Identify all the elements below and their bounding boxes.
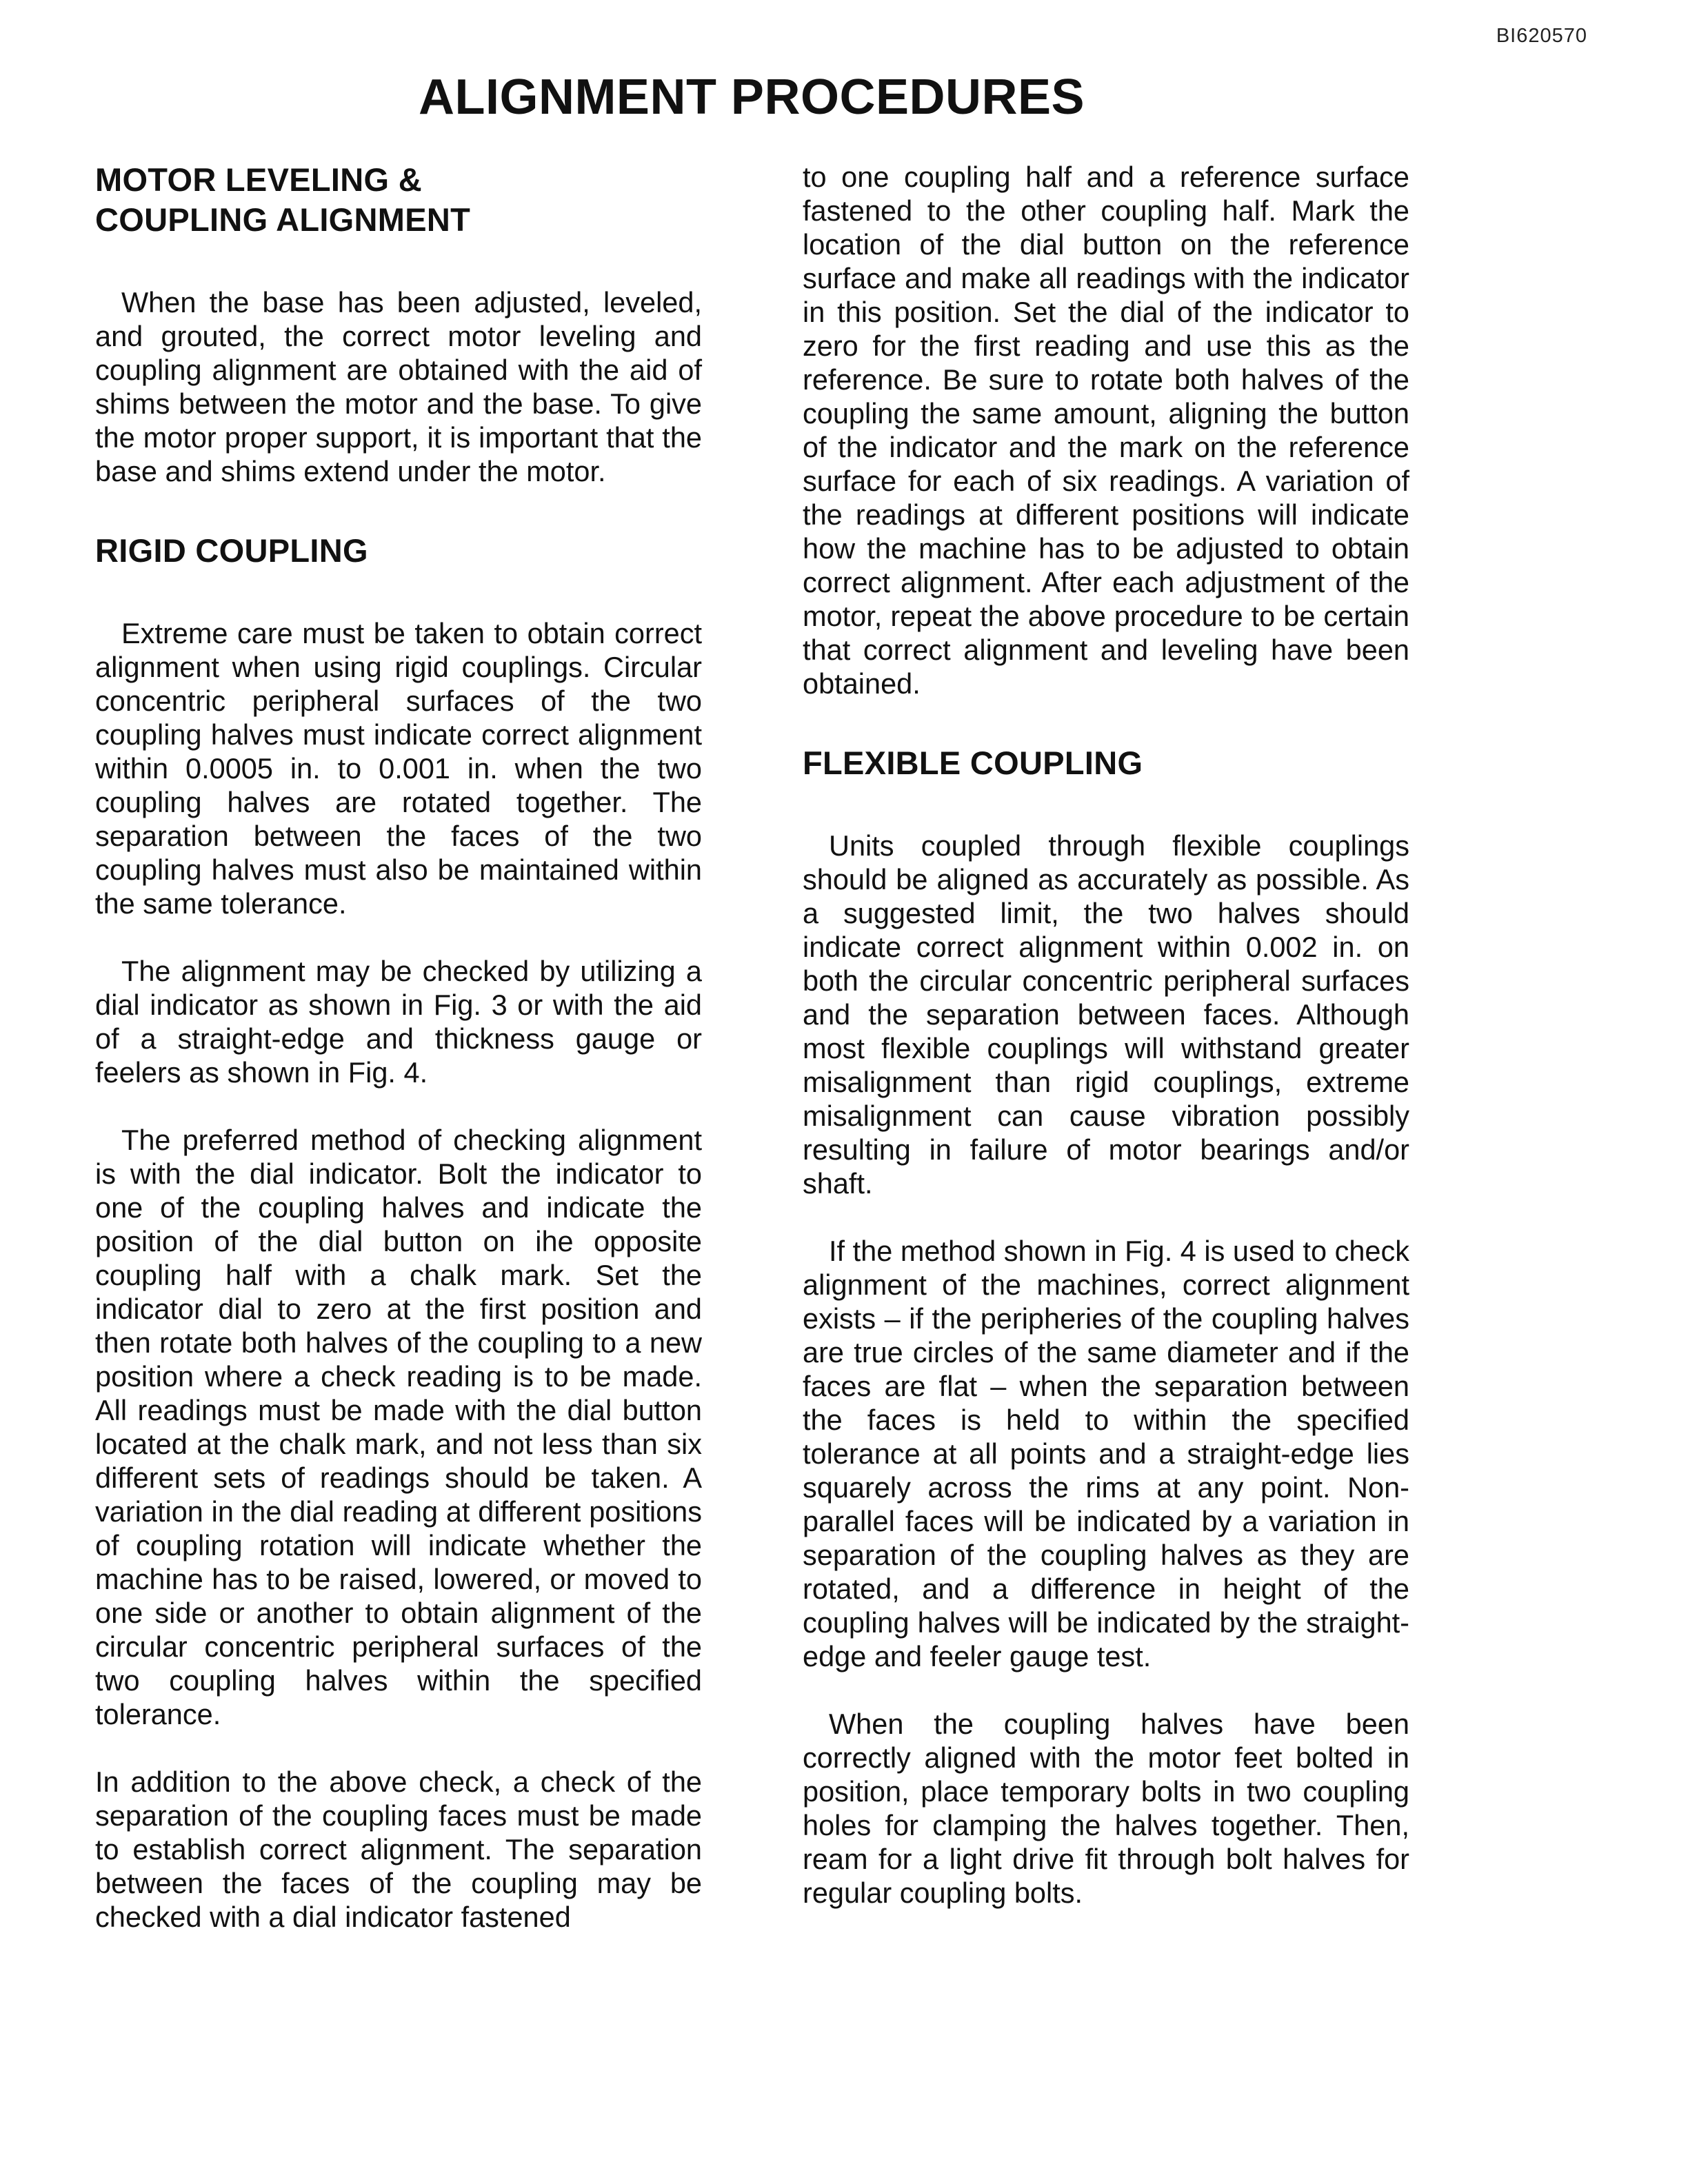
rigid-coupling-paragraph-3: The preferred method of checking alignment is with the dial indicator. Bolt the indicator to one of the coupling halves and indicate the position of the dial button on ihe opposite coupling half with a chalk mark. Set the indicator dial to zero at the first position and then rotate both halves of the coupling to a new position where a check reading is to be made. All readings must be made with the dial button located at the chalk mark, and not less than six different sets of readings should be taken. A variation in the dial reading at different positions of coupling rotation will indicate whether the machine has to be raised, lowered, or moved to one side or another to obtain alignment of the circular concentric peripheral surfaces of the two coupling halves within the specified tolerance. [95, 1124, 702, 1730]
flexible-coupling-heading: FLEXIBLE COUPLING [803, 745, 1143, 781]
flexible-coupling-paragraph-3: When the coupling halves have been correctly aligned with the motor feet bolted in position, place temporary bolts in two coupling holes for clamping the halves together. Then, ream for a light drive fit through bolt halves for regular coupling bolts. [803, 1708, 1409, 1909]
motor-leveling-paragraph: When the base has been adjusted, leveled, and grouted, the correct motor leveling and coupling alignment are obtained with the aid of shims between the motor and the base. To give the motor proper support, it is important that the base and shims extend under the motor. [95, 286, 702, 487]
motor-leveling-heading [95, 160, 702, 240]
flexible-coupling-paragraph-2: If the method shown in Fig. 4 is used to check alignment of the machines, correct alignment exists – if the peripheries of the coupling halves are true circles of the same diameter and if the faces are flat – when the separation between the faces is held to within the specified tolerance at all points and a straight-edge lies squarely across the rims at any point. Non-parallel faces will be indicated by a variation in separation of the coupling halves as they are rotated, and a difference in height of the coupling halves will be indicated by the straight-edge and feeler gauge test. [803, 1235, 1409, 1672]
page-title: ALIGNMENT PROCEDURES [418, 70, 1085, 125]
left-column [95, 160, 702, 1934]
motor-heading-line1: MOTOR LEVELING & [95, 161, 422, 198]
rigid-coupling-paragraph-1: Extreme care must be taken to obtain correct alignment when using rigid couplings. Circular concentric peripheral surfaces of the two coupling halves must indicate correct alignment within 0.0005 in. to 0.001 in. when the two coupling halves are rotated together. The separation between the faces of the two coupling halves must also be maintained within the same tolerance. [95, 617, 702, 920]
rigid-coupling-heading: RIGID COUPLING [95, 532, 368, 569]
right-column [803, 160, 1409, 1910]
motor-heading-line2: COUPLING ALIGNMENT [95, 201, 471, 238]
continued-paragraph: to one coupling half and a reference surface fastened to the other coupling half. Mark the location of the dial button on the reference surface and make all readings with the indicator in this position. Set the dial of the indicator to zero for the first reading and use this as the reference. Be sure to rotate both halves of the coupling the same amount, aligning the button of the indicator and the mark on the reference surface for each of six readings. A variation of the readings at different positions will indicate how the machine has to be adjusted to obtain correct alignment. After each adjustment of the motor, repeat the above procedure to be certain that correct alignment and leveling have been obtained. [803, 161, 1409, 700]
rigid-coupling-paragraph-2: The alignment may be checked by utilizing a dial indicator as shown in Fig. 3 or with the aid of a straight-edge and thickness gauge or feelers as shown in Fig. 4. [95, 955, 702, 1089]
document-code: BI620570 [1496, 25, 1587, 47]
flexible-coupling-paragraph-1: Units coupled through flexible couplings should be aligned as accurately as possible. As a suggested limit, the two halves should indicate correct alignment within 0.002 in. on both the circular concentric peripheral surfaces and the separation between faces. Although most flexible couplings will withstand greater misalignment than rigid couplings, extreme misalignment can cause vibration possibly resulting in failure of motor bearings and/or shaft. [803, 829, 1409, 1200]
rigid-coupling-paragraph-4: In addition to the above check, a check of the separation of the coupling faces must be made to establish correct alignment. The separation between the faces of the coupling may be checked with a dial indicator fastened [95, 1766, 702, 1933]
